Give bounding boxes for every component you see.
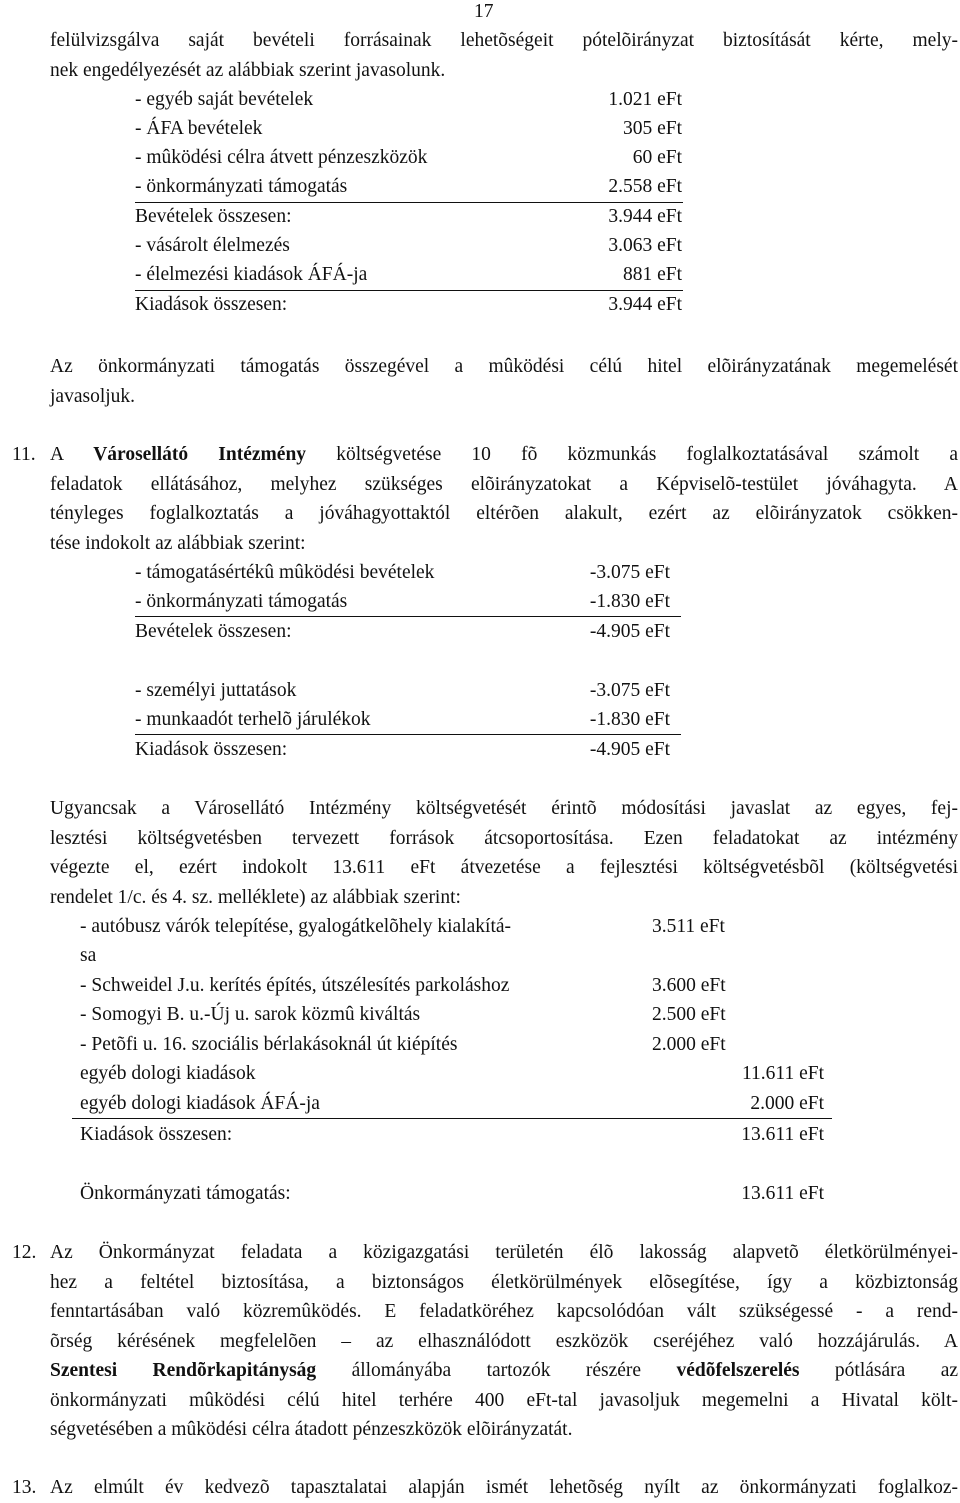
table-row-label: - támogatásértékû mûködési bevételek: [135, 562, 435, 583]
table-row-label: - Petõfi u. 16. szociális bérlakásoknál út kiépítés: [80, 1034, 458, 1055]
section-12-line-6: önkormányzati mûködési célú hitel terhére 400 eFt-tal javasoljuk megemelni a Hivatal költ-: [50, 1389, 958, 1411]
section-11-line-1: A Városellátó Intézmény költségvetése 10 fõ közmunkás foglalkoztatásával számolt a: [50, 444, 958, 465]
table-row-value: 2.500 eFt: [652, 1004, 726, 1025]
section-11-line-2: feladatok ellátásához, melyhez szükséges elõirányzatokat a Képviselõ-testület jóváhagyta. A: [50, 473, 958, 495]
table-row-label: - ÁFA bevételek: [135, 118, 263, 139]
table-row-value: 1.021 eFt: [608, 89, 682, 110]
table-row-label: egyéb dologi kiadások ÁFÁ-ja: [80, 1093, 320, 1114]
table-row-label: - vásárolt élelmezés: [135, 235, 290, 256]
table-total-value: -4.905 eFt: [589, 621, 670, 642]
table-row-label: - mûködési célra átvett pénzeszközök: [135, 147, 428, 168]
table-total-label: Bevételek összesen:: [135, 206, 292, 227]
table-row-value: -1.830 eFt: [589, 591, 670, 612]
section-number-13: 13.: [12, 1477, 37, 1498]
section-12-line-1: Az Önkormányzat feladata a közigazgatási területén élõ lakosság alapvetõ életkörülményei-: [50, 1242, 958, 1263]
table-row-label: egyéb dologi kiadások: [80, 1063, 256, 1084]
section-11-line-4: tése indokolt az alábbiak szerint:: [50, 532, 306, 554]
reallocation-line-4: rendelet 1/c. és 4. sz. melléklete) az alábbiak szerint:: [50, 886, 461, 908]
reallocation-line-3: végezte el, ezért indokolt 13.611 eFt átvezetése a fejlesztési költségvetésbõl (költségvetési: [50, 857, 958, 878]
intro-line-1: felülvizsgálva saját bevételi forrásainak lehetõségeit pótelõirányzat biztosítását kérte, mely-: [50, 30, 958, 51]
section-13-paragraph: [50, 1473, 958, 1503]
intro-paragraph: [50, 26, 958, 85]
table-row-value: 60 eFt: [632, 147, 682, 168]
reallocation-line-1: Ugyancsak a Városellátó Intézmény költségvetését érintõ módosítási javaslat az egyes, fej-: [50, 798, 958, 819]
section-12-line-4: õrség kérésének megfelelõen – az elhasználódott eszközök cseréjéhez való hozzájárulás. A: [50, 1330, 958, 1352]
section-12-line-3: fenntartásában való közremûködés. E feladatköréhez kapcsolódóan vált szükségessé - a rend-: [50, 1301, 958, 1322]
institution-name: Városellátó Intézmény: [93, 444, 307, 465]
table-row-value: -3.075 eFt: [589, 562, 670, 583]
section-11-paragraph: [50, 440, 958, 558]
equipment-term: védõfelszerelés: [676, 1360, 800, 1381]
page-number: 17: [474, 1, 494, 22]
table-row-value: 3.600 eFt: [652, 975, 726, 996]
table-row-label: - élelmezési kiadások ÁFÁ-ja: [135, 264, 368, 285]
note-line-1: Az önkormányzati támogatás összegével a mûködési célú hitel elõirányzatának megemelését: [50, 356, 958, 377]
table-total-value: 3.944 eFt: [608, 206, 682, 227]
note-line-2: javasoljuk.: [50, 385, 136, 407]
table-row-value: 3.511 eFt: [652, 916, 725, 937]
table-row-label: - Schweidel J.u. kerítés építés, útszélesítés parkoláshoz: [80, 975, 510, 996]
table-total-value: 3.944 eFt: [608, 294, 682, 315]
table-row-value: -3.075 eFt: [589, 680, 670, 701]
section-number-11: 11.: [12, 444, 36, 465]
table-total-label: Önkormányzati támogatás:: [80, 1183, 291, 1204]
table-total-value: 13.611 eFt: [741, 1183, 824, 1204]
sum-rule: [72, 1118, 832, 1119]
table-row-value: 305 eFt: [622, 118, 682, 139]
table-row-label: - önkormányzati támogatás: [135, 176, 348, 197]
table-row-label-cont: sa: [80, 945, 97, 966]
table-row-label: - munkaadót terhelõ járulékok: [135, 709, 371, 730]
section-13-line-1: Az elmúlt év kedvezõ tapasztalatai alapján ismét lehetõség nyílt az önkormányzati foglalkoz-: [50, 1477, 958, 1498]
table-row-value: -1.830 eFt: [589, 709, 670, 730]
table-row-label: - személyi juttatások: [135, 680, 297, 701]
table-row-value: 2.000 eFt: [750, 1093, 824, 1114]
table-row-value: 3.063 eFt: [608, 235, 682, 256]
section-11-line-3: tényleges foglalkoztatás a jóváhagyottaktól eltérõen alakult, ezért az elõirányzatok csökken-: [50, 503, 958, 524]
table-row-value: 881 eFt: [622, 264, 682, 285]
section-number-12: 12.: [12, 1242, 37, 1263]
table-row-label: - Somogyi B. u.-Új u. sarok közmû kiváltás: [80, 1004, 421, 1025]
table-row-value: 2.000 eFt: [652, 1034, 726, 1055]
table-total-label: Kiadások összesen:: [135, 294, 288, 315]
table-total-value: 13.611 eFt: [741, 1124, 824, 1145]
section-12-line-7: ségvetésében a mûködési célra átadott pénzeszközök elõirányzatát.: [50, 1419, 573, 1440]
police-name: Szentesi Rendõrkapitányság: [50, 1360, 317, 1381]
note-paragraph: [50, 352, 958, 411]
intro-line-2: nek engedélyezését az alábbiak szerint javasolunk.: [50, 59, 446, 81]
table-row-label: - autóbusz várók telepítése, gyalogátkelõhely kialakítá-: [80, 916, 512, 937]
table-row-label: - egyéb saját bevételek: [135, 89, 314, 110]
section-12-paragraph: [50, 1238, 958, 1445]
reallocation-paragraph: [50, 794, 958, 912]
section-12-line-2: hez a feltétel biztosítása, a biztonságos életkörülmények elõsegítése, így a közbiztonság: [50, 1271, 958, 1293]
reallocation-line-2: lesztési költségvetésben tervezett források átcsoportosítása. Ezen feladatokat az intézmény: [50, 827, 958, 849]
table-total-label: Bevételek összesen:: [135, 621, 292, 642]
table-row-value: 11.611 eFt: [742, 1063, 824, 1084]
table-total-label: Kiadások összesen:: [80, 1124, 233, 1145]
table-total-label: Kiadások összesen:: [135, 739, 288, 760]
table-total-value: -4.905 eFt: [589, 739, 670, 760]
table-row-label: - önkormányzati támogatás: [135, 591, 348, 612]
table-row-value: 2.558 eFt: [608, 176, 682, 197]
section-12-line-5: Szentesi Rendõrkapitányság állományába tartozók részére védõfelszerelés pótlására az: [50, 1360, 959, 1381]
